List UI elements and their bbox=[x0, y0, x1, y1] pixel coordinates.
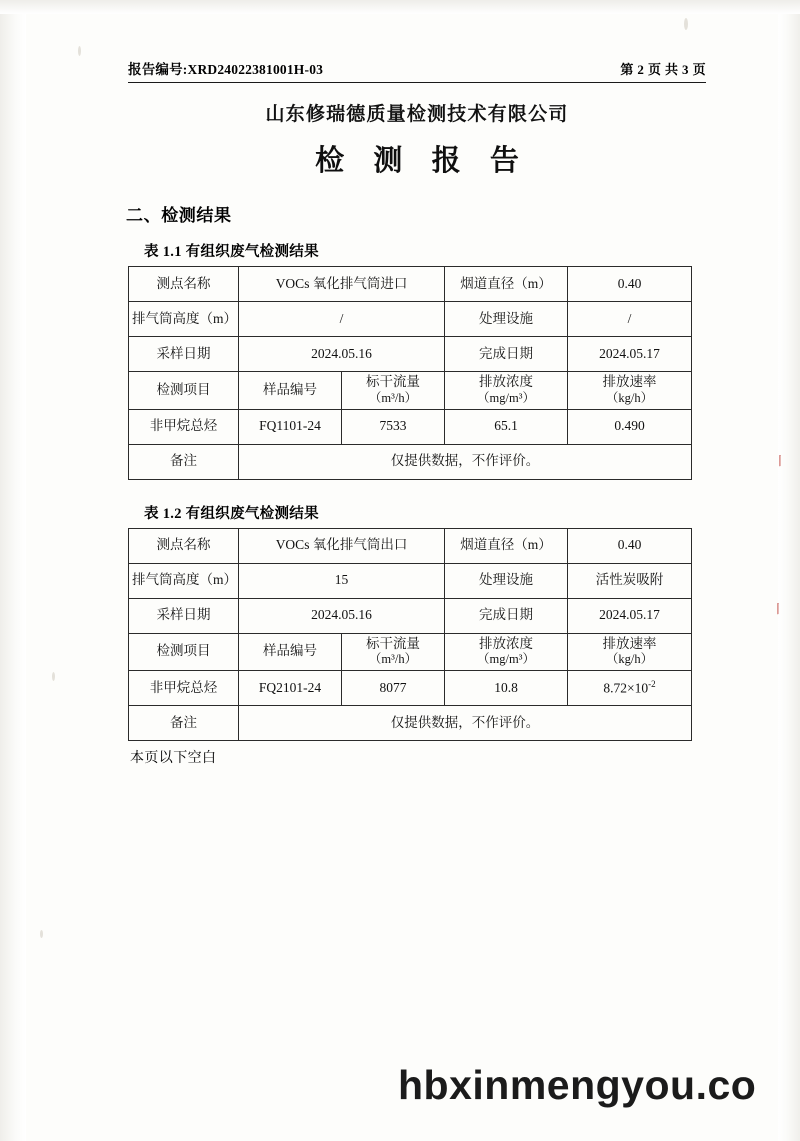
cell-rate-base: 8.72×10 bbox=[603, 680, 649, 696]
document-content bbox=[128, 58, 706, 767]
column-header-text: 标干流量 bbox=[366, 374, 420, 389]
table-row bbox=[129, 598, 692, 633]
watermark: hbxinmengyou.co bbox=[398, 1062, 757, 1108]
column-header-text: 排放浓度 bbox=[479, 374, 534, 389]
table-row bbox=[129, 409, 692, 444]
cell-rate-exponent: -2 bbox=[648, 678, 656, 689]
cell-value: 2024.05.16 bbox=[239, 598, 445, 633]
scan-speck bbox=[78, 46, 81, 56]
column-header: 样品编号 bbox=[239, 372, 342, 410]
cell-label: 备注 bbox=[129, 706, 239, 741]
table-row bbox=[129, 671, 692, 706]
table-1-1-caption: 表 1.1 有组织废气检测结果 bbox=[144, 244, 319, 260]
column-header bbox=[342, 633, 445, 671]
cell-label: 采样日期 bbox=[129, 598, 239, 633]
table-row bbox=[129, 706, 692, 741]
column-header-unit: （mg/m³） bbox=[477, 390, 535, 405]
blank-page-note: 本页以下空白 bbox=[130, 751, 217, 766]
scan-speck bbox=[40, 930, 43, 938]
scan-speck bbox=[52, 672, 55, 681]
cell-label: 测点名称 bbox=[129, 267, 239, 302]
cell-label: 备注 bbox=[129, 444, 239, 479]
column-header bbox=[568, 633, 692, 671]
cell-parameter: 非甲烷总烃 bbox=[129, 671, 239, 706]
table-row bbox=[129, 563, 692, 598]
scan-speck bbox=[684, 18, 688, 30]
table-row bbox=[129, 444, 692, 479]
column-header: 检测项目 bbox=[129, 633, 239, 671]
table-1-1 bbox=[128, 266, 692, 480]
cell-label: 排气筒高度（m） bbox=[129, 563, 239, 598]
cell-rate: 0.490 bbox=[568, 409, 692, 444]
report-number: 报告编号:XRD24022381001H-03 bbox=[128, 62, 324, 77]
column-header-text: 排放速率 bbox=[602, 374, 657, 389]
cell-flow: 8077 bbox=[342, 671, 445, 706]
column-header-text: 标干流量 bbox=[366, 635, 420, 651]
table-row bbox=[129, 528, 692, 563]
column-header: 检测项目 bbox=[129, 372, 239, 410]
cell-label: 烟道直径（m） bbox=[445, 267, 568, 302]
cell-rate bbox=[568, 671, 692, 706]
column-header bbox=[445, 633, 568, 671]
cell-concentration: 10.8 bbox=[445, 671, 568, 706]
red-ink-mark: 丨 bbox=[774, 454, 787, 468]
cell-label: 处理设施 bbox=[445, 563, 568, 598]
cell-label: 完成日期 bbox=[445, 337, 568, 372]
cell-value: 2024.05.16 bbox=[239, 337, 445, 372]
table-1-2-caption: 表 1.2 有组织废气检测结果 bbox=[144, 505, 319, 522]
column-header-unit: （m³/h） bbox=[368, 652, 418, 667]
cell-value: / bbox=[568, 302, 692, 337]
cell-value: VOCs 氧化排气筒进口 bbox=[239, 267, 445, 302]
table-row bbox=[129, 337, 692, 372]
cell-value: 15 bbox=[239, 563, 445, 598]
cell-label: 烟道直径（m） bbox=[445, 528, 568, 563]
column-header: 样品编号 bbox=[239, 633, 342, 671]
document-header bbox=[128, 58, 706, 83]
cell-label: 处理设施 bbox=[445, 302, 568, 337]
column-header-text: 排放速率 bbox=[602, 635, 657, 651]
cell-sample-id: FQ1101-24 bbox=[239, 409, 342, 444]
cell-value: / bbox=[239, 302, 445, 337]
page-title: 检 测 报 告 bbox=[315, 145, 530, 177]
cell-value: 2024.05.17 bbox=[568, 598, 692, 633]
column-header-text: 排放浓度 bbox=[479, 635, 534, 651]
cell-value: 2024.05.17 bbox=[568, 337, 692, 372]
cell-remark: 仅提供数据，不作评价。 bbox=[239, 706, 692, 741]
table-1-2 bbox=[128, 528, 692, 742]
column-header bbox=[568, 372, 692, 410]
red-ink-mark: 丨 bbox=[772, 602, 785, 616]
column-header-unit: （m³/h） bbox=[368, 390, 418, 405]
page-number: 第 2 页 共 3 页 bbox=[620, 62, 706, 77]
cell-value: 0.40 bbox=[568, 528, 692, 563]
scan-edge-top bbox=[0, 0, 800, 14]
scan-edge-right bbox=[778, 0, 800, 1141]
company-name: 山东修瑞德质量检测技术有限公司 bbox=[265, 104, 569, 125]
table-header-row bbox=[129, 372, 692, 410]
cell-value: 0.40 bbox=[568, 267, 692, 302]
cell-label: 测点名称 bbox=[129, 528, 239, 563]
column-header bbox=[342, 372, 445, 410]
table-row bbox=[129, 302, 692, 337]
column-header-unit: （kg/h） bbox=[605, 652, 654, 667]
column-header-unit: （kg/h） bbox=[605, 390, 654, 405]
table-header-row bbox=[129, 633, 692, 671]
column-header bbox=[445, 372, 568, 410]
scan-edge-left bbox=[0, 0, 26, 1141]
cell-label: 完成日期 bbox=[445, 598, 568, 633]
cell-sample-id: FQ2101-24 bbox=[239, 671, 342, 706]
cell-remark: 仅提供数据，不作评价。 bbox=[239, 444, 692, 479]
cell-label: 采样日期 bbox=[129, 337, 239, 372]
section-heading: 二、检测结果 bbox=[126, 206, 232, 225]
cell-value: 活性炭吸附 bbox=[568, 563, 692, 598]
cell-value: VOCs 氧化排气筒出口 bbox=[239, 528, 445, 563]
cell-label: 排气筒高度（m） bbox=[129, 302, 239, 337]
cell-concentration: 65.1 bbox=[445, 409, 568, 444]
table-row bbox=[129, 267, 692, 302]
cell-flow: 7533 bbox=[342, 409, 445, 444]
column-header-unit: （mg/m³） bbox=[477, 652, 535, 667]
cell-parameter: 非甲烷总烃 bbox=[129, 409, 239, 444]
